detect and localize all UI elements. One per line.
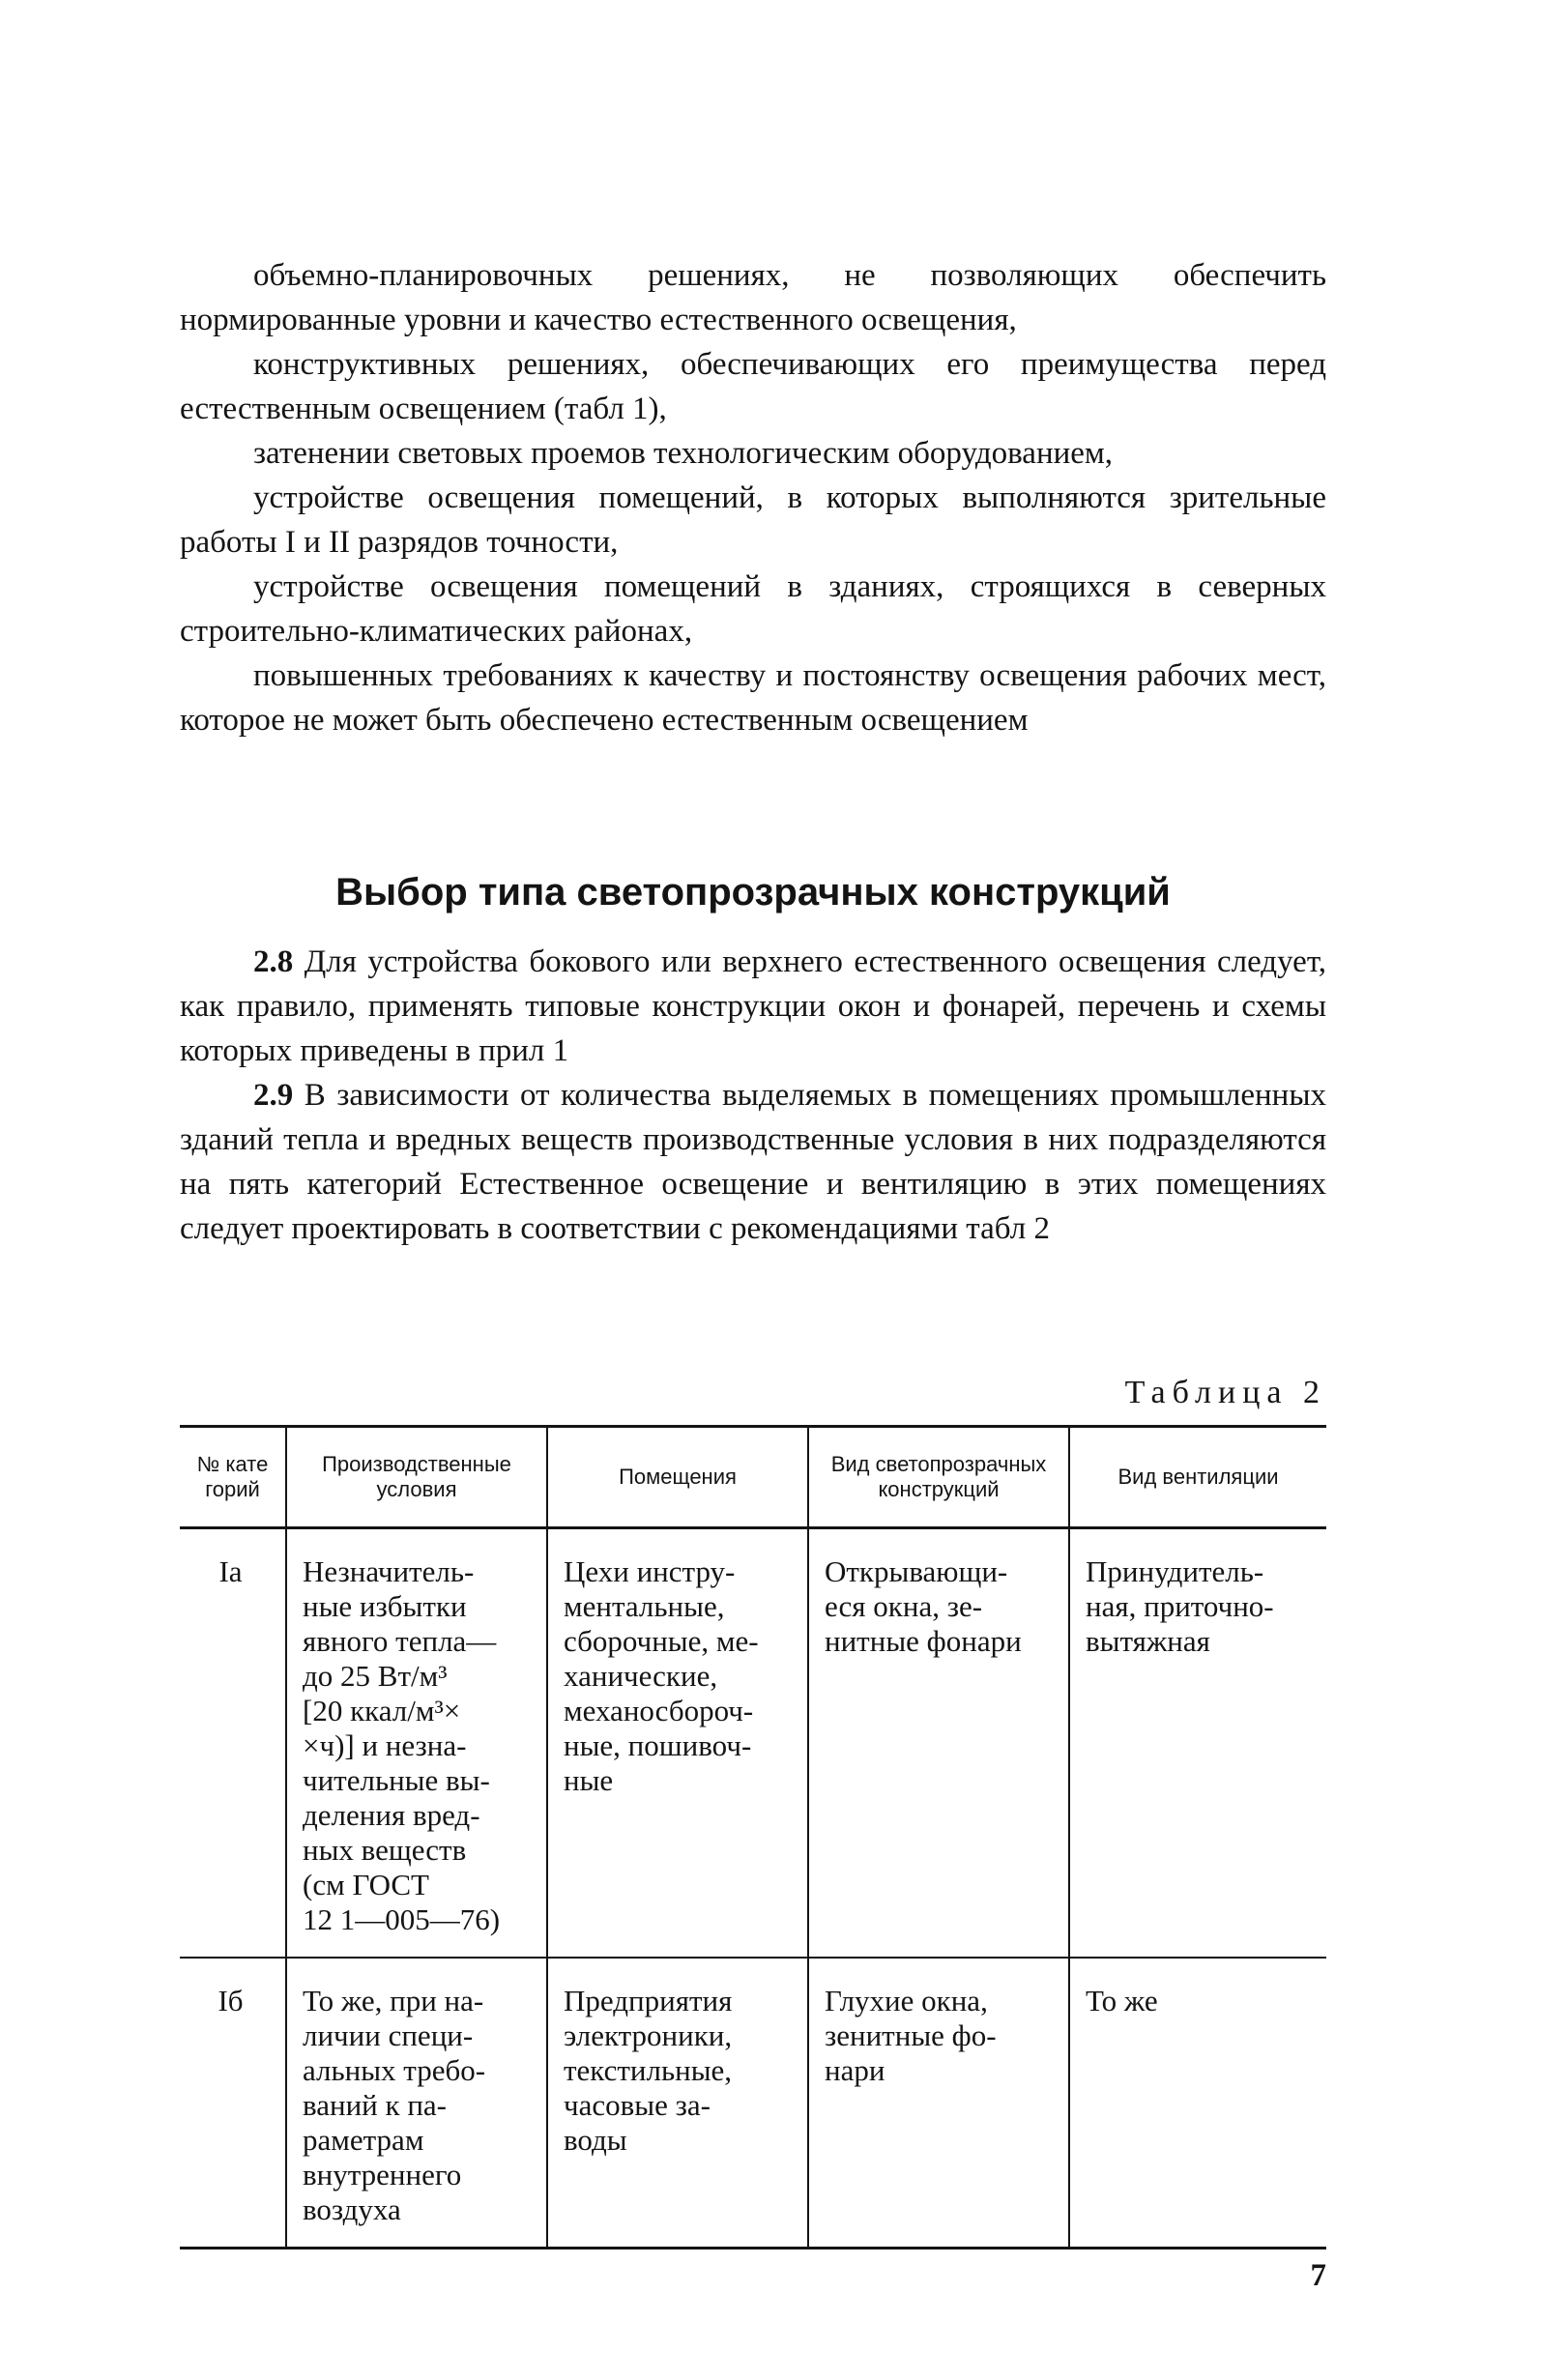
cell-line: Открывающи-	[825, 1554, 1008, 1588]
cell-conditions	[286, 1528, 547, 1959]
cell-line: [20 ккал/м³×	[303, 1694, 461, 1727]
intro-paragraph: повышенных требованиях к качеству и постоянству освещения рабочих мест, которое не может быть обеспечено естественным освещением	[180, 658, 1326, 738]
paragraph-text: В зависимости от количества выделяемых в помещениях промышленных зданий тепла и вредных веществ производственные условия в них подразделяются на пять категорий Естественное освещение и вентиляцию в этих помещениях следует проектировать в соответствии с рекомендациями табл 2	[180, 1078, 1327, 1246]
cell-line: явного тепла—	[303, 1624, 497, 1658]
cell-line: Незначитель-	[303, 1554, 475, 1588]
cell-line: личии специ-	[303, 2018, 474, 2052]
cell-line: еся окна, зе-	[825, 1589, 983, 1623]
intro-list	[180, 253, 1326, 742]
page-number: 7	[1310, 2258, 1326, 2293]
cell-line: раметрам	[303, 2123, 424, 2157]
cell-line: ×ч)] и незна-	[303, 1728, 467, 1762]
cell-line: альных требо-	[303, 2053, 486, 2087]
cell-rooms	[547, 1958, 808, 2249]
cell-line: нари	[825, 2053, 885, 2087]
cell-line: Глухие окна,	[825, 1984, 988, 2017]
cell-line: ментальные,	[564, 1589, 725, 1623]
cell-line: ная, приточно-	[1086, 1589, 1274, 1623]
paragraph-2-9	[180, 1073, 1326, 1251]
header-ventilation: Вид вентиляции	[1069, 1427, 1326, 1528]
paragraph-text: Для устройства бокового или верхнего естественного освещения следует, как правило, применять типовые конструкции окон и фонарей, перечень и схемы которых приведены в прил 1	[180, 944, 1327, 1068]
cell-ventilation	[1069, 1528, 1326, 1959]
cell-line: То же, при на-	[303, 1984, 484, 2017]
cell-line: ные, пошивоч-	[564, 1728, 752, 1762]
header-rooms: Помещения	[547, 1427, 808, 1528]
cell-line: ных веществ	[303, 1833, 467, 1867]
cell-constructions	[808, 1528, 1069, 1959]
section-heading: Выбор типа светопрозрачных конструкций	[335, 871, 1171, 914]
intro-paragraph: конструктивных решениях, обеспечивающих его преимущества перед естественным освещением (табл 1),	[180, 347, 1326, 426]
cell-line: часовые за-	[564, 2088, 711, 2122]
cell-line: Принудитель-	[1086, 1554, 1264, 1588]
paragraph-number: 2.9	[253, 1078, 294, 1113]
section-body	[180, 940, 1326, 1251]
table-row	[180, 1958, 1326, 2249]
cell-line: ханические,	[564, 1659, 718, 1693]
cell-constructions	[808, 1958, 1069, 2249]
intro-paragraph: устройстве освещения помещений в зданиях, строящихся в северных строительно-климатических районах,	[180, 569, 1326, 649]
cell-line: внутреннего	[303, 2158, 462, 2191]
cell-line: 12 1—005—76)	[303, 1902, 501, 1936]
cell-line: воздуха	[303, 2192, 401, 2226]
intro-paragraph: устройстве освещения помещений, в которых выполняются зрительные работы I и II разрядов точности,	[180, 480, 1326, 560]
cell-line: ваний к па-	[303, 2088, 447, 2122]
cell-line: Предприятия	[564, 1984, 733, 2017]
cell-line: ные избытки	[303, 1589, 467, 1623]
cell-category: Iа	[180, 1528, 286, 1959]
cell-line: вытяжная	[1086, 1624, 1210, 1658]
paragraph-2-8	[180, 940, 1326, 1073]
cell-ventilation	[1069, 1958, 1326, 2249]
cell-line: чительные вы-	[303, 1763, 490, 1797]
cell-line: нитные фонари	[825, 1624, 1022, 1658]
table-caption: Таблица 2	[1124, 1375, 1326, 1410]
cell-line: до 25 Вт/м³	[303, 1659, 448, 1693]
cell-line: Цехи инстру-	[564, 1554, 736, 1588]
table-row	[180, 1528, 1326, 1959]
cell-line: ные	[564, 1763, 614, 1797]
cell-rooms	[547, 1528, 808, 1959]
cell-line: зенитные фо-	[825, 2018, 997, 2052]
cell-category: Iб	[180, 1958, 286, 2249]
cell-line: сборочные, ме-	[564, 1624, 759, 1658]
cell-line: механосбороч-	[564, 1694, 754, 1727]
cell-line: (см ГОСТ	[303, 1868, 429, 1901]
cell-line: воды	[564, 2123, 627, 2157]
intro-paragraph: затенении световых проемов технологическим оборудованием,	[253, 436, 1114, 471]
header-constructions: Вид светопрозрачных конструкций	[808, 1427, 1069, 1528]
categories-table	[180, 1425, 1326, 2249]
cell-line: текстильные,	[564, 2053, 733, 2087]
header-conditions: Производственные условия	[286, 1427, 547, 1528]
cell-conditions	[286, 1958, 547, 2249]
intro-paragraph: объемно-планировочных решениях, не позволяющих обеспечить нормированные уровни и качество естественного освещения,	[180, 258, 1326, 337]
cell-line: электроники,	[564, 2018, 733, 2052]
paragraph-number: 2.8	[253, 944, 294, 979]
table-header-row	[180, 1427, 1326, 1528]
cell-line: То же	[1086, 1984, 1158, 2017]
cell-line: деления вред-	[303, 1798, 480, 1832]
header-category: № кате горий	[180, 1427, 286, 1528]
